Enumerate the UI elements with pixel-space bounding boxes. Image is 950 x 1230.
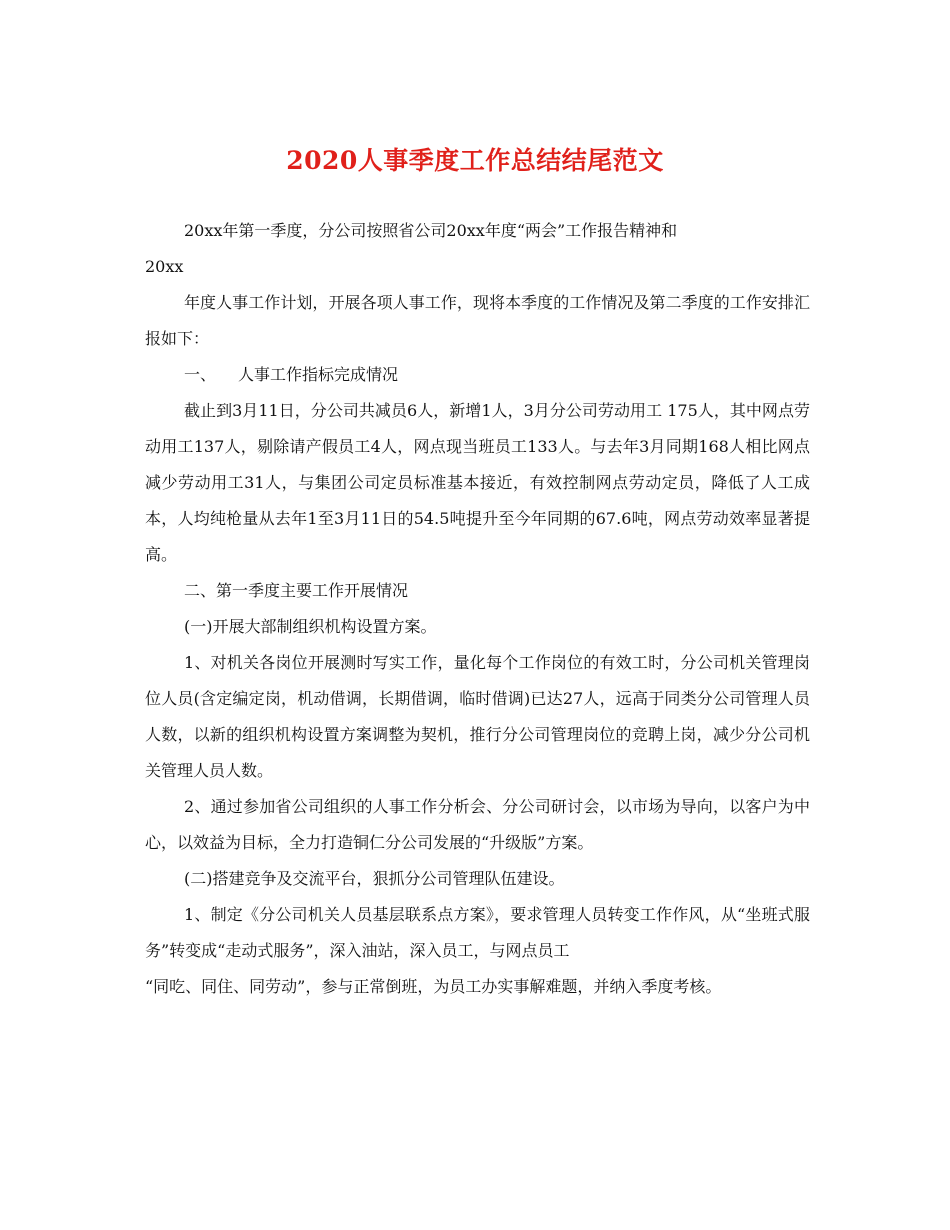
- subsection-heading-2: (二)搭建竞争及交流平台，狠抓分公司管理队伍建设。: [184, 869, 565, 888]
- paragraph-indicators: 截止到3月11日，分公司共减员6人，新增1人，3月分公司劳动用工 175人，其中网点劳动用工137人，剔除请产假员工4人，网点现当班员工133人。与去年3月同期168人相比网点减少劳动用工31人，与集团公司定员标准基本接近，有效控制网点劳动定员，降低了人工成本，人均纯枪量从去年1至3月11日的54.5吨提升至今年同期的67.6吨，网点劳动效率显著提高。: [145, 401, 810, 564]
- list-item-3-part-2: “同吃、同住、同劳动”，参与正常倒班，为员工办实事解难题，并纳入季度考核。: [145, 977, 722, 996]
- paragraph-intro-3: 年度人事工作计划，开展各项人事工作，现将本季度的工作情况及第二季度的工作安排汇报如下：: [145, 293, 810, 348]
- section-heading-2: 二、第一季度主要工作开展情况: [184, 581, 409, 600]
- section-title-1: 人事工作指标完成情况: [238, 365, 399, 384]
- document-title: 2020人事季度工作总结结尾范文: [286, 146, 664, 175]
- list-item-2: 2、通过参加省公司组织的人事工作分析会、分公司研讨会，以市场为导向，以客户为中心，以效益为目标，全力打造铜仁分公司发展的“升级版”方案。: [145, 797, 810, 852]
- list-item-1: 1、对机关各岗位开展测时写实工作，量化每个工作岗位的有效工时，分公司机关管理岗位人员(含定编定岗，机动借调，长期借调，临时借调)已达27人，远高于同类分公司管理人员人数，以新的组织机构设置方案调整为契机，推行分公司管理岗位的竞聘上岗，减少分公司机关管理人员人数。: [145, 653, 810, 780]
- section-heading-1: [145, 357, 810, 393]
- paragraph-intro-1: 20xx年第一季度，分公司按照省公司20xx年度“两会”工作报告精神和: [184, 221, 678, 240]
- section-number-1: 一、: [184, 365, 217, 384]
- paragraph-intro-2: 20xx: [145, 257, 184, 276]
- list-item-3-part-1: 1、制定《分公司机关人员基层联系点方案》，要求管理人员转变工作作风，从“坐班式服务”转变成“走动式服务”，深入油站，深入员工，与网点员工: [145, 905, 810, 960]
- document-body: [145, 213, 810, 1005]
- subsection-heading-1: (一)开展大部制组织机构设置方案。: [184, 617, 437, 636]
